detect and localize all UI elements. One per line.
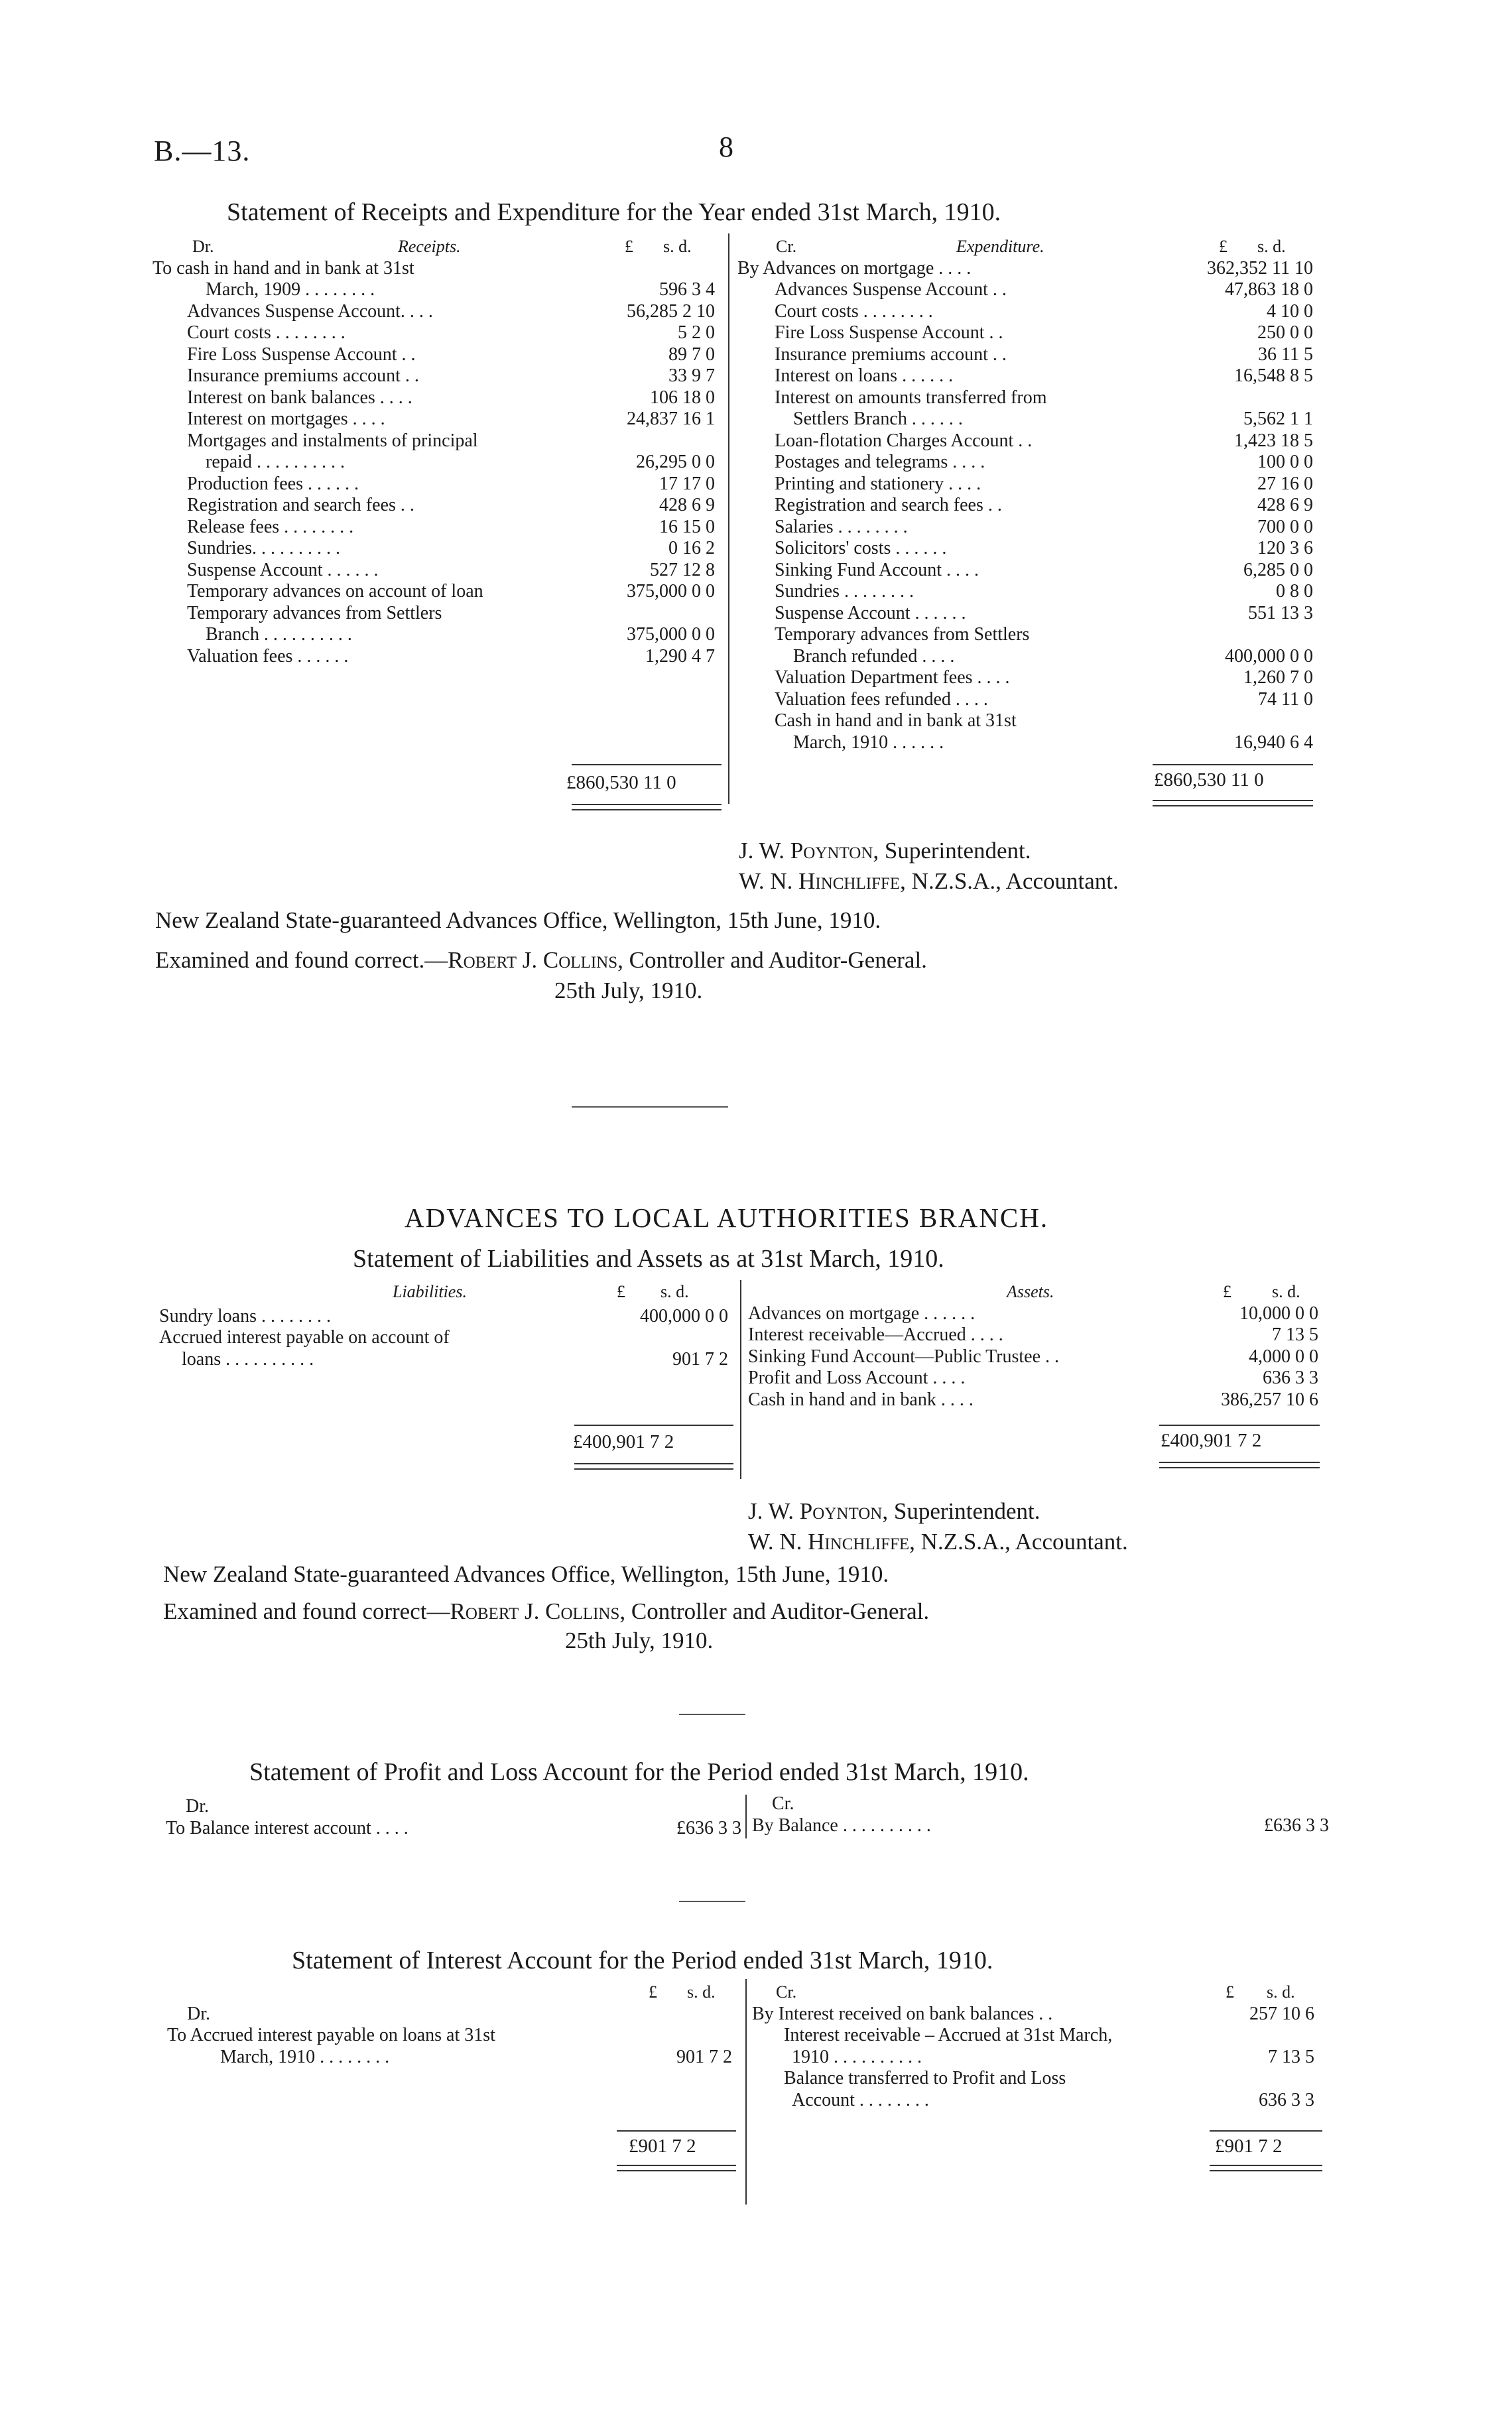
total-rule: [574, 1425, 733, 1426]
column-divider: [728, 233, 729, 804]
row-label: Accrued interest payable on account of: [159, 1327, 450, 1348]
row-label: By Advances on mortgage . . . .: [737, 257, 972, 279]
sd-heading: s. d.: [1267, 1982, 1295, 2002]
row-amount: 375,000 0 0: [627, 624, 715, 645]
interest-debit-header: [167, 1982, 740, 2004]
column-divider: [740, 1280, 741, 1479]
row-amount: 250 0 0: [1257, 322, 1313, 343]
row-amount: 5,562 1 1: [1243, 409, 1313, 429]
expenditure-header: [737, 236, 1321, 258]
row-label: Sundries . . . . . . . .: [775, 581, 914, 602]
auditor-role: Controller and Auditor-General.: [631, 1598, 930, 1624]
auditor-name: Robert J. Collins,: [448, 947, 623, 973]
receipt-row: [153, 581, 723, 603]
receipt-row: [153, 646, 723, 668]
row-label: Court costs . . . . . . . .: [187, 322, 346, 343]
row-amount: 106 18 0: [650, 387, 715, 408]
interest-credit-row: [752, 2025, 1322, 2047]
row-amount: 0 16 2: [668, 538, 715, 558]
row-amount: 257 10 6: [1249, 2003, 1314, 2024]
auditor-role: Controller and Auditor-General.: [629, 947, 927, 973]
expenditure-total: £860,530 11 0: [1154, 769, 1264, 791]
row-label: Account . . . . . . . .: [792, 2089, 929, 2110]
row-label: By Interest received on bank balances . .: [752, 2003, 1053, 2024]
row-label: Branch . . . . . . . . . .: [206, 624, 352, 645]
examined-prefix: Examined and found correct—: [163, 1598, 450, 1624]
receipt-row: [153, 279, 723, 301]
row-label: Advances Suspense Account. . . .: [187, 300, 433, 322]
expenditure-row: [737, 365, 1321, 387]
liabilities-column: [159, 1281, 736, 1370]
row-label: Sinking Fund Account—Public Trustee . .: [748, 1346, 1060, 1367]
row-label: Branch refunded . . . .: [793, 645, 955, 667]
row-amount: 100 0 0: [1257, 452, 1313, 472]
double-rule: [574, 1468, 733, 1470]
interest-debit-row: [167, 2047, 740, 2069]
interest-credit-column: [752, 1982, 1322, 2111]
office-line: New Zealand State-guaranteed Advances Office, Wellington, 15th June, 1910.: [163, 1561, 889, 1587]
profit-loss-debit-row: [166, 1818, 749, 1840]
row-amount: 17 17 0: [659, 473, 715, 494]
signatory-name: J. W. Poynton,: [739, 838, 879, 864]
signatory-role: N.Z.S.A., Accountant.: [920, 1529, 1128, 1555]
examined-line: [163, 1596, 929, 1628]
row-amount: 7 13 5: [1272, 1324, 1318, 1345]
receipt-row: [153, 603, 723, 625]
asset-row: [748, 1368, 1326, 1389]
examined-date: 25th July, 1910.: [554, 978, 703, 1003]
row-amount: 47,863 18 0: [1225, 279, 1313, 300]
interest-credit-header: [752, 1982, 1322, 2004]
row-amount: 4,000 0 0: [1249, 1346, 1318, 1367]
receipt-row: [153, 430, 723, 452]
double-rule: [617, 2170, 736, 2171]
row-label: Insurance premiums account . .: [187, 365, 419, 386]
sd-heading: s. d.: [687, 1982, 716, 2002]
receipt-row: [153, 365, 723, 387]
row-label: Interest on mortgages . . . .: [187, 409, 385, 429]
double-rule: [572, 809, 722, 810]
row-label: Temporary advances from Settlers: [187, 602, 442, 623]
row-amount: 7 13 5: [1268, 2046, 1314, 2067]
row-label: Advances Suspense Account . .: [775, 279, 1007, 300]
row-label: Valuation Department fees . . . .: [775, 667, 1010, 688]
interest-debit-total: £901 7 2: [629, 2136, 696, 2157]
office-line: New Zealand State-guaranteed Advances Office, Wellington, 15th June, 1910.: [155, 907, 881, 933]
cr-label: Cr.: [776, 237, 797, 256]
expenditure-row: [737, 624, 1321, 646]
row-amount: 596 3 4: [659, 279, 715, 300]
expenditure-row: [737, 258, 1321, 280]
liability-row: [159, 1306, 736, 1328]
row-label: To Balance interest account . . . .: [166, 1817, 409, 1838]
section-separator: [679, 1901, 745, 1902]
signatory-name: J. W. Poynton,: [748, 1498, 889, 1524]
row-amount: 1,423 18 5: [1234, 430, 1313, 451]
row-label: Insurance premiums account . .: [775, 344, 1007, 365]
receipt-row: [153, 409, 723, 430]
row-amount: 1,290 4 7: [645, 645, 715, 667]
asset-row: [748, 1303, 1326, 1325]
assets-column: [748, 1281, 1326, 1411]
statement-interest-account-title: Statement of Interest Account for the Period ended 31st March, 1910.: [292, 1947, 993, 1974]
row-amount: 89 7 0: [668, 344, 715, 365]
row-amount: 700 0 0: [1257, 516, 1313, 537]
interest-credit-row: [752, 2004, 1322, 2025]
row-label: Temporary advances from Settlers: [775, 624, 1030, 645]
double-rule: [572, 804, 722, 805]
receipt-row: [153, 495, 723, 517]
signature-block: [739, 836, 1119, 897]
signatory-name: W. N. Hinchliffe,: [748, 1529, 915, 1555]
row-amount: 16,548 8 5: [1234, 365, 1313, 386]
double-rule: [1210, 2170, 1322, 2171]
row-label: Interest receivable – Accrued at 31st March,: [784, 2025, 1113, 2045]
receipt-row: [153, 301, 723, 323]
receipts-header: [153, 236, 723, 258]
dr-label: Dr.: [192, 237, 214, 256]
total-rule: [1159, 1425, 1320, 1426]
row-label: 1910 . . . . . . . . . .: [792, 2046, 922, 2067]
sd-heading: s. d.: [663, 237, 692, 256]
row-amount: 551 13 3: [1248, 602, 1313, 623]
row-label: Fire Loss Suspense Account . .: [775, 322, 1003, 343]
row-amount: 24,837 16 1: [627, 409, 715, 429]
row-amount: 0 8 0: [1276, 581, 1313, 602]
cr-label: Cr.: [776, 1982, 797, 2002]
profit-loss-credit-row: [752, 1815, 1329, 1837]
pound-heading: £: [649, 1982, 657, 2002]
row-amount: 636 3 3: [1263, 1368, 1318, 1388]
assets-total: £400,901 7 2: [1161, 1430, 1262, 1451]
row-label: Registration and search fees . .: [775, 495, 1002, 515]
interest-credit-row: [752, 2047, 1322, 2069]
examined-prefix: Examined and found correct.—: [155, 947, 448, 973]
row-amount: 386,257 10 6: [1221, 1389, 1318, 1410]
row-label: Salaries . . . . . . . .: [775, 516, 908, 537]
signatory-role: Superintendent.: [884, 838, 1031, 864]
row-amount: 636 3 3: [1259, 2089, 1314, 2110]
row-amount: £636 3 3: [676, 1817, 741, 1838]
row-amount: 375,000 0 0: [627, 581, 715, 602]
expenditure-row: [737, 667, 1321, 689]
sd-heading: s. d.: [1272, 1282, 1300, 1301]
row-amount: 901 7 2: [672, 1348, 728, 1370]
row-label: Valuation fees . . . . . .: [187, 645, 349, 667]
row-label: To Accrued interest payable on loans at 31st: [167, 2025, 495, 2045]
expenditure-row: [737, 495, 1321, 517]
expenditure-row: [737, 322, 1321, 344]
row-amount: 1,260 7 0: [1243, 667, 1313, 688]
double-rule: [617, 2165, 736, 2166]
asset-row: [748, 1346, 1326, 1368]
pound-heading: £: [617, 1282, 625, 1301]
pound-heading: £: [1226, 1982, 1234, 2002]
examined-line: [155, 944, 927, 976]
row-label: To cash in hand and in bank at 31st: [153, 257, 414, 279]
expenditure-row: [737, 452, 1321, 474]
interest-credit-list: [752, 2004, 1322, 2112]
expenditure-row: [737, 344, 1321, 366]
pound-heading: £: [1219, 237, 1228, 256]
row-amount: 362,352 11 10: [1207, 257, 1313, 279]
row-label: loans . . . . . . . . . .: [182, 1348, 314, 1370]
double-rule: [1159, 1462, 1320, 1463]
cr-label: Cr.: [772, 1793, 794, 1814]
signature-block: [748, 1496, 1128, 1557]
row-label: Loan-flotation Charges Account . .: [775, 430, 1033, 451]
section-separator: [679, 1714, 745, 1715]
expenditure-row: [737, 301, 1321, 323]
receipts-heading: Receipts.: [398, 237, 461, 256]
receipt-row: [153, 258, 723, 280]
statement-liabilities-assets-title: Statement of Liabilities and Assets as at 31st March, 1910.: [353, 1245, 944, 1273]
expenditure-row: [737, 732, 1321, 754]
double-rule: [1159, 1467, 1320, 1468]
receipt-row: [153, 322, 723, 344]
row-label: Printing and stationery . . . .: [775, 473, 981, 494]
row-amount: 527 12 8: [650, 559, 715, 580]
dr-label: Dr.: [186, 1796, 209, 1817]
expenditure-heading: Expenditure.: [956, 237, 1044, 256]
row-amount: 33 9 7: [668, 365, 715, 386]
liabilities-total: £400,901 7 2: [573, 1431, 674, 1452]
expenditure-row: [737, 581, 1321, 603]
expenditure-row: [737, 430, 1321, 452]
expenditure-column: [737, 236, 1321, 753]
receipt-row: [153, 517, 723, 539]
statement-receipts-expenditure-title: Statement of Receipts and Expenditure for the Year ended 31st March, 1910.: [227, 198, 1001, 226]
row-label: March, 1910 . . . . . .: [793, 732, 944, 753]
interest-debit-column: [167, 1982, 740, 2068]
pound-heading: £: [1223, 1282, 1231, 1301]
section-separator: [572, 1106, 728, 1108]
assets-header: [748, 1281, 1326, 1303]
expenditure-row: [737, 710, 1321, 732]
liability-row: [159, 1349, 736, 1371]
row-label: Valuation fees refunded . . . .: [775, 688, 988, 710]
row-label: Sundries. . . . . . . . . .: [187, 538, 340, 558]
expenditure-row: [737, 474, 1321, 495]
asset-row: [748, 1324, 1326, 1346]
sd-heading: s. d.: [661, 1282, 689, 1301]
sd-heading: s. d.: [1257, 237, 1286, 256]
interest-debit-list: [167, 2025, 740, 2068]
row-label: Registration and search fees . .: [187, 495, 414, 515]
row-amount: 56,285 2 10: [627, 300, 715, 322]
expenditure-list: [737, 258, 1321, 754]
receipt-row: [153, 538, 723, 560]
total-rule: [1210, 2130, 1322, 2132]
row-label: Mortgages and instalments of principal: [187, 430, 478, 451]
row-amount: 400,000 0 0: [640, 1305, 728, 1326]
row-label: Interest on loans . . . . . .: [775, 365, 954, 386]
row-label: Court costs . . . . . . . .: [775, 300, 933, 322]
row-label: Profit and Loss Account . . . .: [748, 1368, 966, 1388]
row-label: Suspense Account . . . . . .: [187, 559, 379, 580]
row-amount: 10,000 0 0: [1239, 1303, 1318, 1324]
assets-heading: Assets.: [1007, 1282, 1054, 1301]
row-amount: 428 6 9: [1257, 495, 1313, 515]
document-code: B.—13.: [154, 135, 251, 167]
row-amount: 6,285 0 0: [1243, 559, 1313, 580]
expenditure-row: [737, 560, 1321, 582]
signatory-role: Superintendent.: [893, 1498, 1040, 1524]
interest-credit-row: [752, 2090, 1322, 2112]
statement-profit-loss-title: Statement of Profit and Loss Account for the Period ended 31st March, 1910.: [249, 1758, 1029, 1786]
profit-loss-credit: [752, 1793, 1329, 1836]
row-amount: 400,000 0 0: [1225, 645, 1313, 667]
auditor-name: Robert J. Collins,: [450, 1598, 626, 1624]
row-label: Settlers Branch . . . . . .: [793, 409, 963, 429]
row-amount: 4 10 0: [1267, 300, 1313, 322]
row-amount: 901 7 2: [676, 2046, 732, 2067]
expenditure-row: [737, 603, 1321, 625]
interest-credit-row: [752, 2068, 1322, 2090]
column-divider: [745, 1795, 747, 1838]
row-amount: 74 11 0: [1258, 688, 1313, 710]
liabilities-heading: Liabilities.: [393, 1282, 467, 1301]
liabilities-list: [159, 1306, 736, 1371]
row-amount: 27 16 0: [1257, 473, 1313, 494]
receipt-row: [153, 387, 723, 409]
interest-debit-row: [167, 2025, 740, 2047]
branch-title: ADVANCES TO LOCAL AUTHORITIES BRANCH.: [405, 1202, 1049, 1233]
row-label: March, 1910 . . . . . . . .: [220, 2046, 390, 2067]
receipt-row: [153, 474, 723, 495]
row-label: Release fees . . . . . . . .: [187, 516, 354, 537]
receipt-row: [153, 624, 723, 646]
total-rule: [1153, 764, 1313, 765]
expenditure-row: [737, 279, 1321, 301]
expenditure-row: [737, 689, 1321, 711]
receipt-row: [153, 560, 723, 582]
row-label: Fire Loss Suspense Account . .: [187, 344, 416, 365]
double-rule: [1153, 805, 1313, 806]
row-label: Interest receivable—Accrued . . . .: [748, 1324, 1003, 1345]
row-label: Suspense Account . . . . . .: [775, 602, 966, 623]
row-amount: 5 2 0: [678, 322, 715, 343]
row-label: By Balance . . . . . . . . . .: [752, 1815, 931, 1836]
row-label: Sundry loans . . . . . . . .: [159, 1305, 331, 1326]
receipt-row: [153, 344, 723, 366]
row-label: Sinking Fund Account . . . .: [775, 559, 979, 580]
row-label: Postages and telegrams . . . .: [775, 452, 985, 472]
page-number: 8: [719, 131, 733, 163]
row-label: March, 1909 . . . . . . . .: [206, 279, 375, 300]
receipt-row: [153, 452, 723, 474]
row-label: Temporary advances on account of loan: [187, 581, 483, 602]
asset-row: [748, 1389, 1326, 1411]
expenditure-row: [737, 538, 1321, 560]
row-label: Production fees . . . . . .: [187, 473, 359, 494]
double-rule: [1210, 2165, 1322, 2166]
total-rule: [617, 2130, 736, 2132]
row-label: Advances on mortgage . . . . . .: [748, 1303, 976, 1324]
liabilities-header: [159, 1281, 736, 1303]
row-amount: 16 15 0: [659, 516, 715, 537]
column-divider: [745, 1979, 747, 2205]
profit-loss-debit: [166, 1796, 749, 1839]
receipts-list: [153, 258, 723, 668]
expenditure-row: [737, 409, 1321, 430]
examined-date: 25th July, 1910.: [565, 1628, 714, 1653]
row-amount: 16,940 6 4: [1234, 732, 1313, 753]
total-rule: [572, 764, 722, 765]
double-rule: [574, 1463, 733, 1464]
interest-credit-total: £901 7 2: [1215, 2136, 1283, 2157]
row-label: Interest on bank balances . . . .: [187, 387, 412, 408]
row-amount: 120 3 6: [1257, 538, 1313, 558]
signatory-name: W. N. Hinchliffe,: [739, 868, 906, 894]
row-label: Balance transferred to Profit and Loss: [784, 2068, 1066, 2088]
row-label: repaid . . . . . . . . . .: [206, 452, 345, 472]
signatory-role: N.Z.S.A., Accountant.: [911, 868, 1119, 894]
row-label: Cash in hand and in bank at 31st: [775, 710, 1017, 731]
pound-heading: £: [625, 237, 633, 256]
row-amount: £636 3 3: [1264, 1815, 1329, 1836]
row-amount: 428 6 9: [659, 495, 715, 515]
row-label: Interest on amounts transferred from: [775, 387, 1047, 408]
expenditure-row: [737, 517, 1321, 539]
dr-label: Dr.: [187, 2003, 210, 2024]
receipts-column: [153, 236, 723, 667]
assets-list: [748, 1303, 1326, 1411]
row-amount: 36 11 5: [1258, 344, 1313, 365]
expenditure-row: [737, 646, 1321, 668]
double-rule: [1153, 800, 1313, 801]
row-label: Cash in hand and in bank . . . .: [748, 1389, 974, 1410]
expenditure-row: [737, 387, 1321, 409]
row-label: Solicitors' costs . . . . . .: [775, 538, 947, 558]
liability-row: [159, 1327, 736, 1349]
receipts-total: £860,530 11 0: [566, 772, 676, 793]
row-amount: 26,295 0 0: [636, 452, 715, 472]
